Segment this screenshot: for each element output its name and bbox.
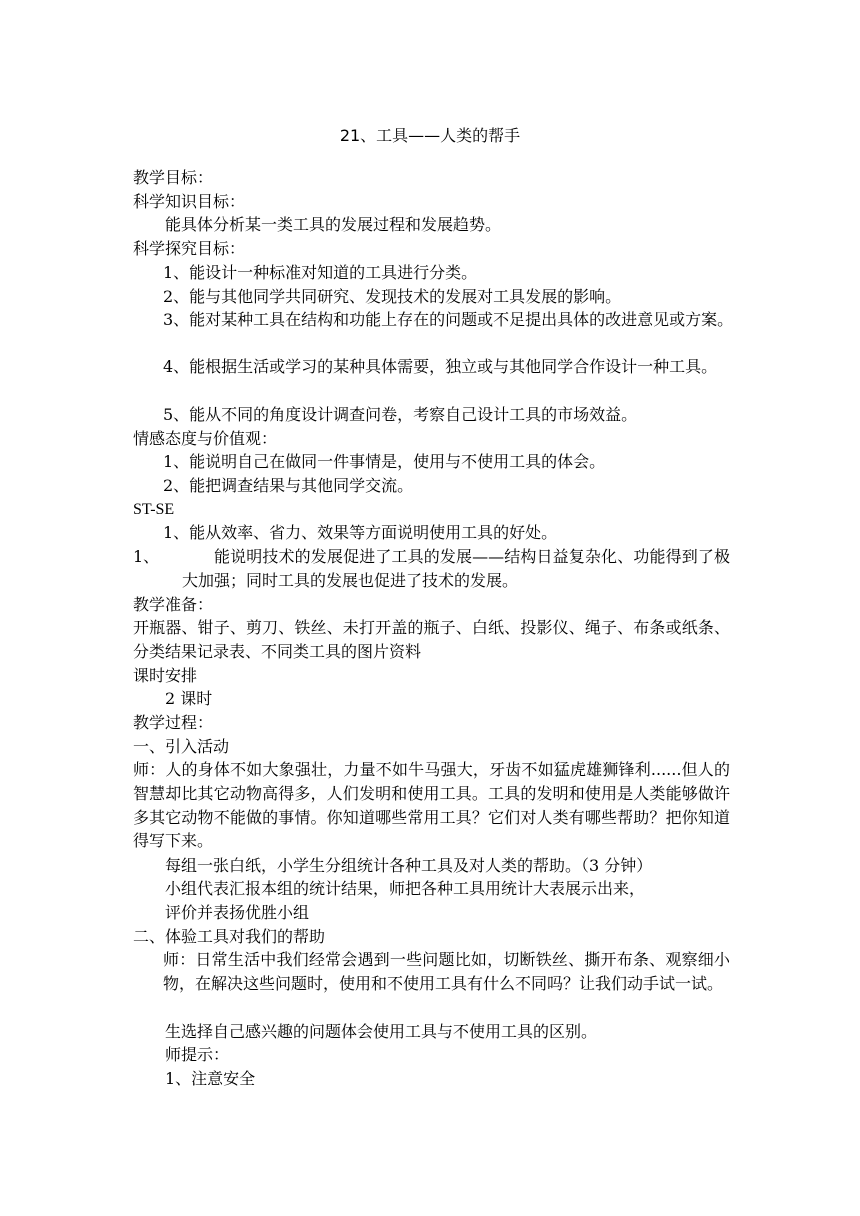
part1-step-1: 每组一张白纸，小学生分组统计各种工具及对人类的帮助。（3 分钟） bbox=[165, 856, 653, 875]
schedule-value: 2 课时 bbox=[165, 689, 213, 708]
part1-heading: 一、引入活动 bbox=[133, 737, 230, 756]
prep-text: 开瓶器、钳子、剪刀、铁丝、未打开盖的瓶子、白纸、投影仪、绳子、布条或纸条、分类结果记录表、不同类工具的图片资料 bbox=[133, 618, 730, 661]
part1-step-3: 评价并表扬优胜小组 bbox=[165, 903, 310, 922]
document-title: 21、工具——人类的帮手 bbox=[339, 126, 521, 145]
inquiry-item-4: 4、能根据生活或学习的某种具体需要，独立或与其他同学合作设计一种工具。 bbox=[163, 357, 718, 376]
inquiry-item-2: 2、能与其他同学共同研究、发现技术的发展对工具发展的影响。 bbox=[163, 287, 622, 306]
goals-heading: 教学目标： bbox=[133, 168, 214, 187]
emotion-heading: 情感态度与价值观： bbox=[133, 429, 278, 448]
stse-item-2-number: 1、 bbox=[133, 547, 160, 566]
knowledge-heading: 科学知识目标： bbox=[133, 192, 246, 211]
emotion-item-2: 2、能把调查结果与其他同学交流。 bbox=[163, 476, 414, 495]
stse-item-1: 1、能从效率、省力、效果等方面说明使用工具的好处。 bbox=[163, 523, 558, 542]
knowledge-item-1: 能具体分析某一类工具的发展过程和发展趋势。 bbox=[165, 215, 502, 234]
emotion-item-1: 1、能说明自己在做同一件事情是，使用与不使用工具的体会。 bbox=[163, 452, 606, 471]
part1-step-2: 小组代表汇报本组的统计结果，师把各种工具用统计大表展示出来， bbox=[165, 879, 646, 898]
part1-teacher-text: 师：人的身体不如大象强壮，力量不如牛马强大，牙齿不如猛虎雄狮锋利......但人的智慧却比其它动物高得多，人们发明和使用工具。工具的发明和使用是人类能够做许多其它动物不能做的事情。你知道哪些常用工具？它们对人类有哪些帮助？把你知道得写下来。 bbox=[133, 760, 730, 851]
inquiry-item-5: 5、能从不同的角度设计调查问卷，考察自己设计工具的市场效益。 bbox=[163, 405, 638, 424]
stse-item-2-text: 能说明技术的发展促进了工具的发展——结构日益复杂化、功能得到了极大加强；同时工具的发展也促进了技术的发展。 bbox=[182, 547, 730, 590]
process-heading: 教学过程： bbox=[133, 713, 214, 732]
part2-teacher-text: 师：日常生活中我们经常会遇到一些问题比如，切断铁丝、撕开布条、观察细小物，在解决这些问题时，使用和不使用工具有什么不同吗？让我们动手试一试。 bbox=[163, 950, 730, 993]
part2-hint-heading: 师提示： bbox=[165, 1045, 230, 1064]
prep-heading: 教学准备： bbox=[133, 595, 214, 614]
part2-heading: 二、体验工具对我们的帮助 bbox=[133, 927, 326, 946]
stse-heading: ST-SE bbox=[133, 501, 175, 518]
part2-student-text: 生选择自己感兴趣的问题体会使用工具与不使用工具的区别。 bbox=[165, 1022, 598, 1041]
schedule-heading: 课时安排 bbox=[133, 666, 198, 685]
inquiry-item-1: 1、能设计一种标准对知道的工具进行分类。 bbox=[163, 263, 478, 282]
part2-hint-item-1: 1、注意安全 bbox=[165, 1069, 256, 1088]
inquiry-heading: 科学探究目标： bbox=[133, 239, 246, 258]
inquiry-item-3: 3、能对某种工具在结构和功能上存在的问题或不足提出具体的改进意见或方案。 bbox=[163, 310, 734, 329]
